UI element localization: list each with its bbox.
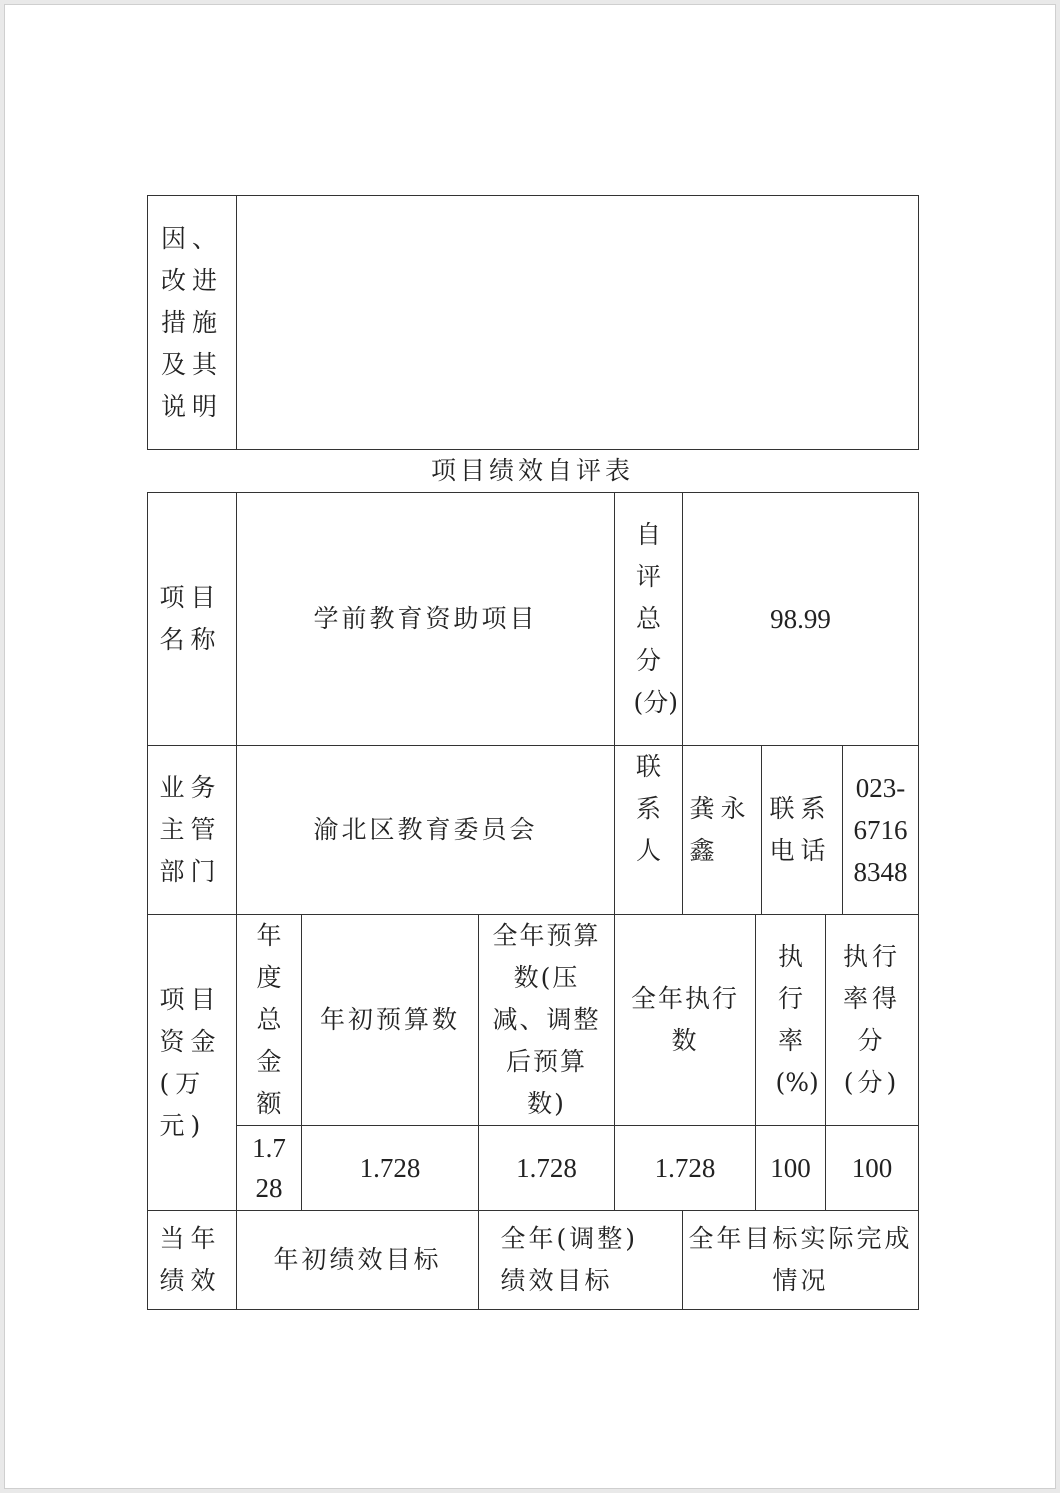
table-title: 项目绩效自评表 [430, 456, 634, 485]
full-year-value-cell [479, 1126, 615, 1211]
project-name-value-cell [237, 493, 615, 746]
initial-header: 年初预算数 [319, 1005, 460, 1034]
contact-value-cell [683, 746, 762, 915]
project-name-value: 学前教育资助项目 [313, 604, 538, 633]
rate-score-value-cell [826, 1126, 919, 1211]
contact-label-cell [615, 746, 683, 915]
total-header: 年度总金额 [256, 921, 282, 1118]
actual-completion-label: 全年目标实际完成情况 [688, 1224, 913, 1295]
self-evaluation-table [147, 492, 919, 1310]
perf-label: 当年绩效 [159, 1224, 222, 1295]
project-name-label: 项目名称 [159, 583, 222, 654]
actual-completion-cell [683, 1211, 919, 1310]
dept-label-cell [148, 746, 237, 915]
dept-label: 业务主管部门 [159, 773, 222, 886]
rate-value: 100 [770, 1152, 811, 1183]
rate-header: 执行率(%) [775, 942, 819, 1097]
adjusted-goal-cell [479, 1211, 683, 1310]
rate-score-value: 100 [851, 1152, 893, 1183]
executed-value: 1.728 [654, 1152, 716, 1183]
explanation-label: 因、改进措施及其说明 [160, 223, 223, 421]
rate-score-header: 执行率得分(分) [843, 942, 902, 1097]
score-value-cell [683, 493, 919, 746]
total-header-cell [237, 915, 302, 1126]
explanation-label-cell [148, 196, 237, 450]
contact-value: 龚永鑫 [689, 794, 752, 865]
executed-value-cell [615, 1126, 756, 1211]
total-value: 1.728 [252, 1133, 286, 1203]
dept-value-cell [237, 746, 615, 915]
phone-label-cell [762, 746, 843, 915]
initial-header-cell [302, 915, 479, 1126]
contact-label: 联系人 [636, 752, 662, 865]
phone-value-cell [843, 746, 919, 915]
total-value-cell [237, 1126, 302, 1211]
score-label: 自评总分(分) [633, 520, 679, 717]
adjusted-goal-label: 全年(调整)绩效目标 [500, 1224, 639, 1295]
executed-header-cell [615, 915, 756, 1126]
full-year-header: 全年预算数(压减、调整后预算数) [492, 921, 601, 1118]
score-label-cell [615, 493, 683, 746]
initial-goal-label: 年初绩效目标 [273, 1245, 442, 1274]
funds-label: 项目资金(万元) [159, 984, 222, 1140]
full-year-header-cell [479, 915, 615, 1126]
rate-header-cell [756, 915, 826, 1126]
executed-header: 全年执行数 [631, 984, 740, 1055]
rate-score-header-cell [826, 915, 919, 1126]
phone-value: 023-67168348 [853, 773, 908, 887]
rate-value-cell [756, 1126, 826, 1211]
initial-value-cell [302, 1126, 479, 1211]
full-year-value: 1.728 [516, 1152, 577, 1183]
dept-value: 渝北区教育委员会 [313, 815, 538, 844]
score-value: 98.99 [770, 603, 831, 634]
perf-label-cell [148, 1211, 237, 1310]
phone-label: 联系电话 [769, 794, 832, 865]
project-name-label-cell [148, 493, 237, 746]
initial-value: 1.728 [359, 1152, 421, 1183]
document-page [4, 4, 1056, 1489]
explanation-table [147, 195, 919, 450]
funds-label-cell [148, 915, 237, 1211]
initial-goal-cell [237, 1211, 479, 1310]
explanation-content-cell [237, 196, 919, 450]
